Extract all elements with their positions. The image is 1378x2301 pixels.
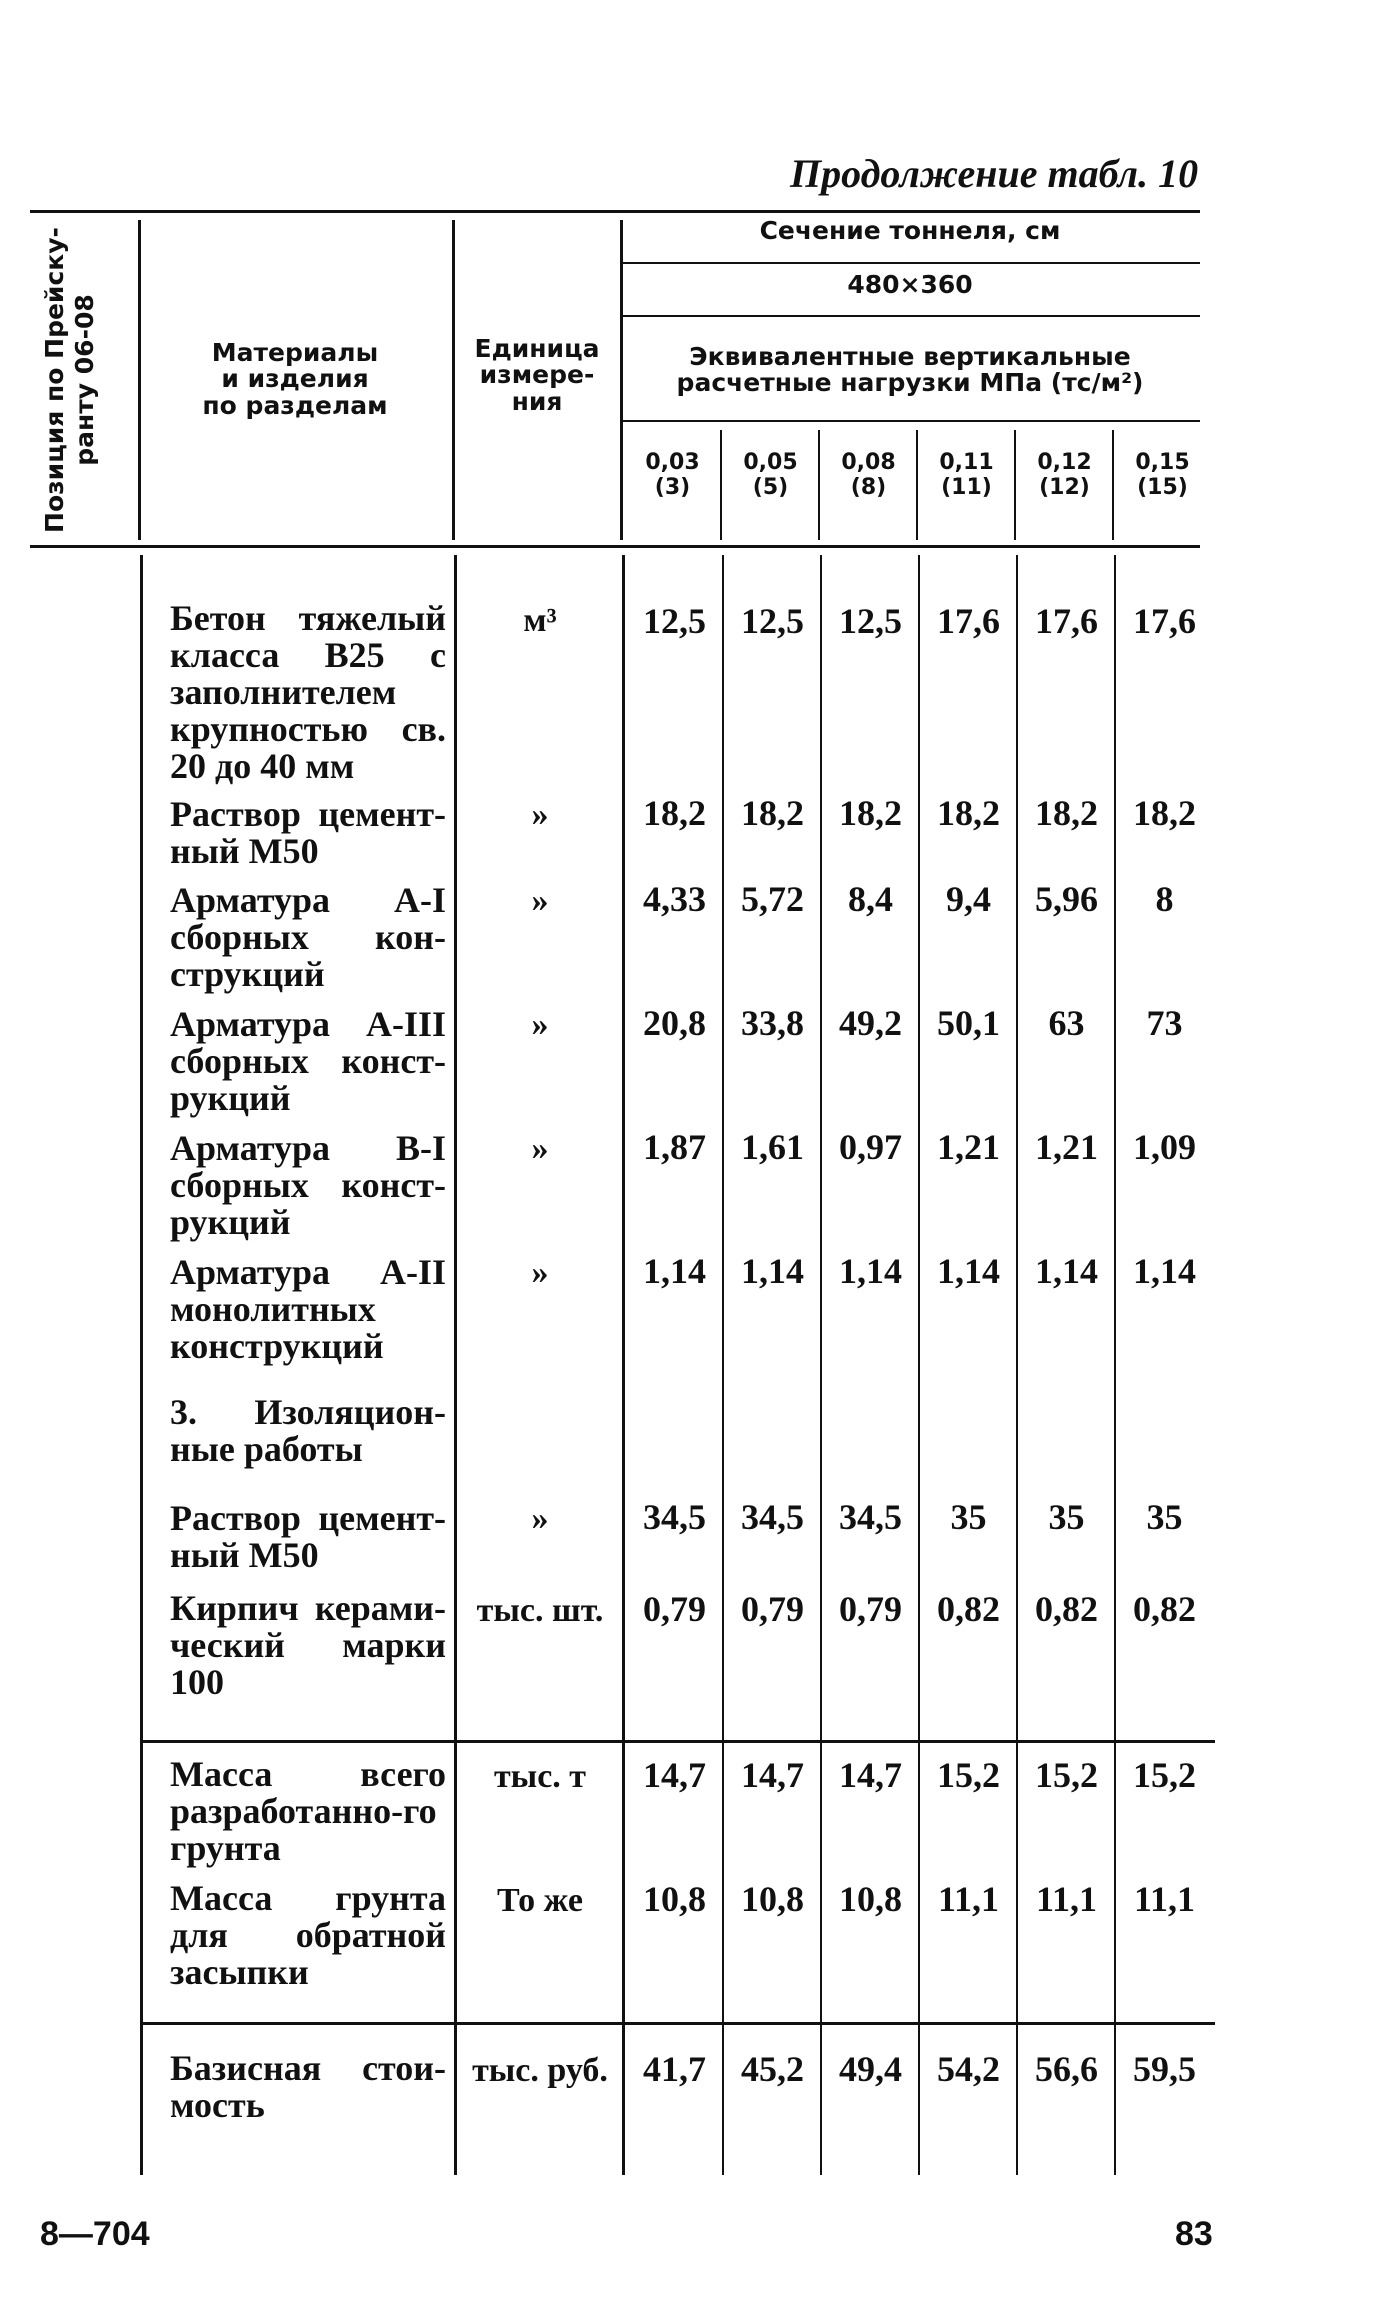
header-vline-c5	[1112, 430, 1114, 540]
header-loads: Эквивалентные вертикальные расчетные нагрузки МПа (тс/м²)	[676, 342, 1144, 398]
header-vline-c3	[916, 430, 918, 540]
mass-row-1-val-4: 11,1	[937, 1879, 999, 1919]
header-rule-loads	[620, 420, 1200, 422]
mass-row-0-name: Масса всего разработанно-го грунта	[170, 1754, 446, 1868]
row-1-val-2: 18,2	[741, 793, 804, 833]
header-vline-c4	[1014, 430, 1016, 540]
row-0-val-6: 17,6	[1133, 601, 1196, 641]
row-2-name: Арматура А-I сборных кон-струкций	[170, 880, 446, 994]
row-8-name: Кирпич керами-ческий марки 100	[170, 1588, 446, 1702]
body-vline-c3	[918, 555, 920, 2175]
cost-row-val-1: 41,7	[643, 2049, 706, 2089]
row-5-val-4: 1,14	[937, 1251, 1000, 1291]
row-1-val-3: 18,2	[839, 793, 902, 833]
section-heading-insulation: 3. Изоляцион-ные работы	[170, 1392, 446, 1469]
load-col-1: 0,03 (3)	[645, 450, 700, 501]
mass-row-1-val-6: 11,1	[1133, 1879, 1195, 1919]
mass-row-0-val-2: 14,7	[741, 1755, 804, 1795]
row-4-unit: »	[531, 1130, 549, 1167]
row-4-val-6: 1,09	[1133, 1127, 1196, 1167]
row-5-val-3: 1,14	[839, 1251, 902, 1291]
row-7-val-3: 34,5	[839, 1497, 902, 1537]
row-7-unit: »	[531, 1500, 549, 1537]
mass-section-rule	[140, 1740, 1215, 1743]
row-7-name: Раствор цемент-ный М50	[170, 1498, 446, 1575]
row-2-val-4: 9,4	[946, 879, 991, 919]
row-3-name: Арматура А-III сборных конст-рукций	[170, 1004, 446, 1118]
body-vline-c4	[1016, 555, 1018, 2175]
row-2-val-5: 5,96	[1035, 879, 1098, 919]
cost-row-val-5: 56,6	[1035, 2049, 1098, 2089]
row-2-unit: »	[531, 882, 549, 919]
row-0-val-1: 12,5	[643, 601, 706, 641]
row-7-val-6: 35	[1146, 1497, 1183, 1537]
mass-row-0-val-3: 14,7	[839, 1755, 902, 1795]
header-section: Сечение тоннеля, см	[759, 216, 1061, 245]
row-4-val-2: 1,61	[741, 1127, 804, 1167]
row-2-val-1: 4,33	[643, 879, 706, 919]
row-4-val-5: 1,21	[1035, 1127, 1098, 1167]
row-8-val-2: 0,79	[741, 1589, 804, 1629]
load-col-3: 0,08 (8)	[841, 450, 896, 501]
row-8-val-5: 0,82	[1035, 1589, 1098, 1629]
body-vline-c5	[1114, 555, 1116, 2175]
header-vline-2	[452, 220, 455, 540]
row-1-val-5: 18,2	[1035, 793, 1098, 833]
row-4-val-4: 1,21	[937, 1127, 1000, 1167]
row-3-unit: »	[531, 1006, 549, 1043]
row-5-val-5: 1,14	[1035, 1251, 1098, 1291]
row-3-val-1: 20,8	[643, 1003, 706, 1043]
mass-row-1-name: Масса грунта для обратной засыпки	[170, 1878, 446, 1992]
row-8-val-4: 0,82	[937, 1589, 1000, 1629]
mass-row-1-val-3: 10,8	[839, 1879, 902, 1919]
row-8-val-3: 0,79	[839, 1589, 902, 1629]
row-2-val-3: 8,4	[848, 879, 893, 919]
mass-row-0-val-6: 15,2	[1133, 1755, 1196, 1795]
row-4-name: Арматура В-I сборных конст-рукций	[170, 1128, 446, 1242]
header-rule-size	[620, 315, 1200, 317]
row-4-val-1: 1,87	[643, 1127, 706, 1167]
row-7-val-1: 34,5	[643, 1497, 706, 1537]
load-col-4: 0,11 (11)	[939, 450, 994, 501]
row-7-val-4: 35	[950, 1497, 987, 1537]
page-number: 83	[1175, 2215, 1213, 2253]
mass-row-1-val-1: 10,8	[643, 1879, 706, 1919]
mass-row-1-val-5: 11,1	[1035, 1879, 1097, 1919]
mass-row-0-val-5: 15,2	[1035, 1755, 1098, 1795]
row-7-val-5: 35	[1048, 1497, 1085, 1537]
row-8-val-1: 0,79	[643, 1589, 706, 1629]
load-col-5: 0,12 (12)	[1037, 450, 1092, 501]
row-3-val-6: 73	[1146, 1003, 1183, 1043]
cost-row-val-6: 59,5	[1133, 2049, 1196, 2089]
header-vline-3	[620, 220, 623, 540]
load-col-2: 0,05 (5)	[743, 450, 798, 501]
header-position: Позиция по Прейску- ранту 06-08	[40, 227, 99, 533]
body-vline-c2	[820, 555, 822, 2175]
row-0-val-4: 17,6	[937, 601, 1000, 641]
header-rule-section	[620, 262, 1200, 264]
header-materials: Материалы и изделия по разделам	[202, 338, 388, 420]
header-bottom-rule	[30, 545, 1200, 548]
header-vline-c1	[720, 430, 722, 540]
cost-row-unit: тыс. руб.	[472, 2052, 608, 2089]
cost-section-rule	[140, 2022, 1215, 2025]
row-1-val-1: 18,2	[643, 793, 706, 833]
mass-row-0-val-1: 14,7	[643, 1755, 706, 1795]
header-unit: Единица измере- ния	[474, 334, 600, 416]
cost-row-name: Базисная стои-мость	[170, 2048, 446, 2125]
header-top-rule	[30, 210, 1200, 213]
mass-row-1-val-2: 10,8	[741, 1879, 804, 1919]
row-0-val-3: 12,5	[839, 601, 902, 641]
cost-row-val-2: 45,2	[741, 2049, 804, 2089]
row-1-val-6: 18,2	[1133, 793, 1196, 833]
body-vline-values	[622, 555, 625, 2175]
row-1-unit: »	[531, 796, 549, 833]
row-5-val-6: 1,14	[1133, 1251, 1196, 1291]
table-continuation-title: Продолжение табл. 10	[790, 151, 1199, 196]
row-5-val-2: 1,14	[741, 1251, 804, 1291]
row-0-val-2: 12,5	[741, 601, 804, 641]
footer-signature: 8—704	[40, 2215, 150, 2253]
body-vline-left	[140, 555, 143, 2175]
body-vline-c1	[722, 555, 724, 2175]
row-1-val-4: 18,2	[937, 793, 1000, 833]
row-0-unit: м³	[523, 602, 557, 639]
row-5-unit: »	[531, 1254, 549, 1291]
body-vline-unit	[454, 555, 457, 2175]
row-0-name: Бетон тяжелый класса В25 с заполнителем крупностью св. 20 до 40 мм	[170, 598, 446, 786]
row-2-val-2: 5,72	[741, 879, 804, 919]
row-2-val-6: 8	[1155, 879, 1174, 919]
row-3-val-4: 50,1	[937, 1003, 1000, 1043]
mass-row-1-unit: То же	[497, 1882, 583, 1919]
row-1-name: Раствор цемент-ный М50	[170, 794, 446, 871]
row-7-val-2: 34,5	[741, 1497, 804, 1537]
row-8-unit: тыс. шт.	[476, 1592, 604, 1629]
cost-row-val-3: 49,4	[839, 2049, 902, 2089]
row-0-val-5: 17,6	[1035, 601, 1098, 641]
row-5-name: Арматура А-II монолитных конструкций	[170, 1252, 446, 1366]
mass-row-0-unit: тыс. т	[493, 1758, 587, 1795]
header-vline-c2	[818, 430, 820, 540]
row-3-val-3: 49,2	[839, 1003, 902, 1043]
row-4-val-3: 0,97	[839, 1127, 902, 1167]
row-3-val-5: 63	[1048, 1003, 1085, 1043]
load-col-6: 0,15 (15)	[1135, 450, 1190, 501]
row-5-val-1: 1,14	[643, 1251, 706, 1291]
row-3-val-2: 33,8	[741, 1003, 804, 1043]
mass-row-0-val-4: 15,2	[937, 1755, 1000, 1795]
row-8-val-6: 0,82	[1133, 1589, 1196, 1629]
cost-row-val-4: 54,2	[937, 2049, 1000, 2089]
header-size: 480×360	[847, 270, 973, 299]
